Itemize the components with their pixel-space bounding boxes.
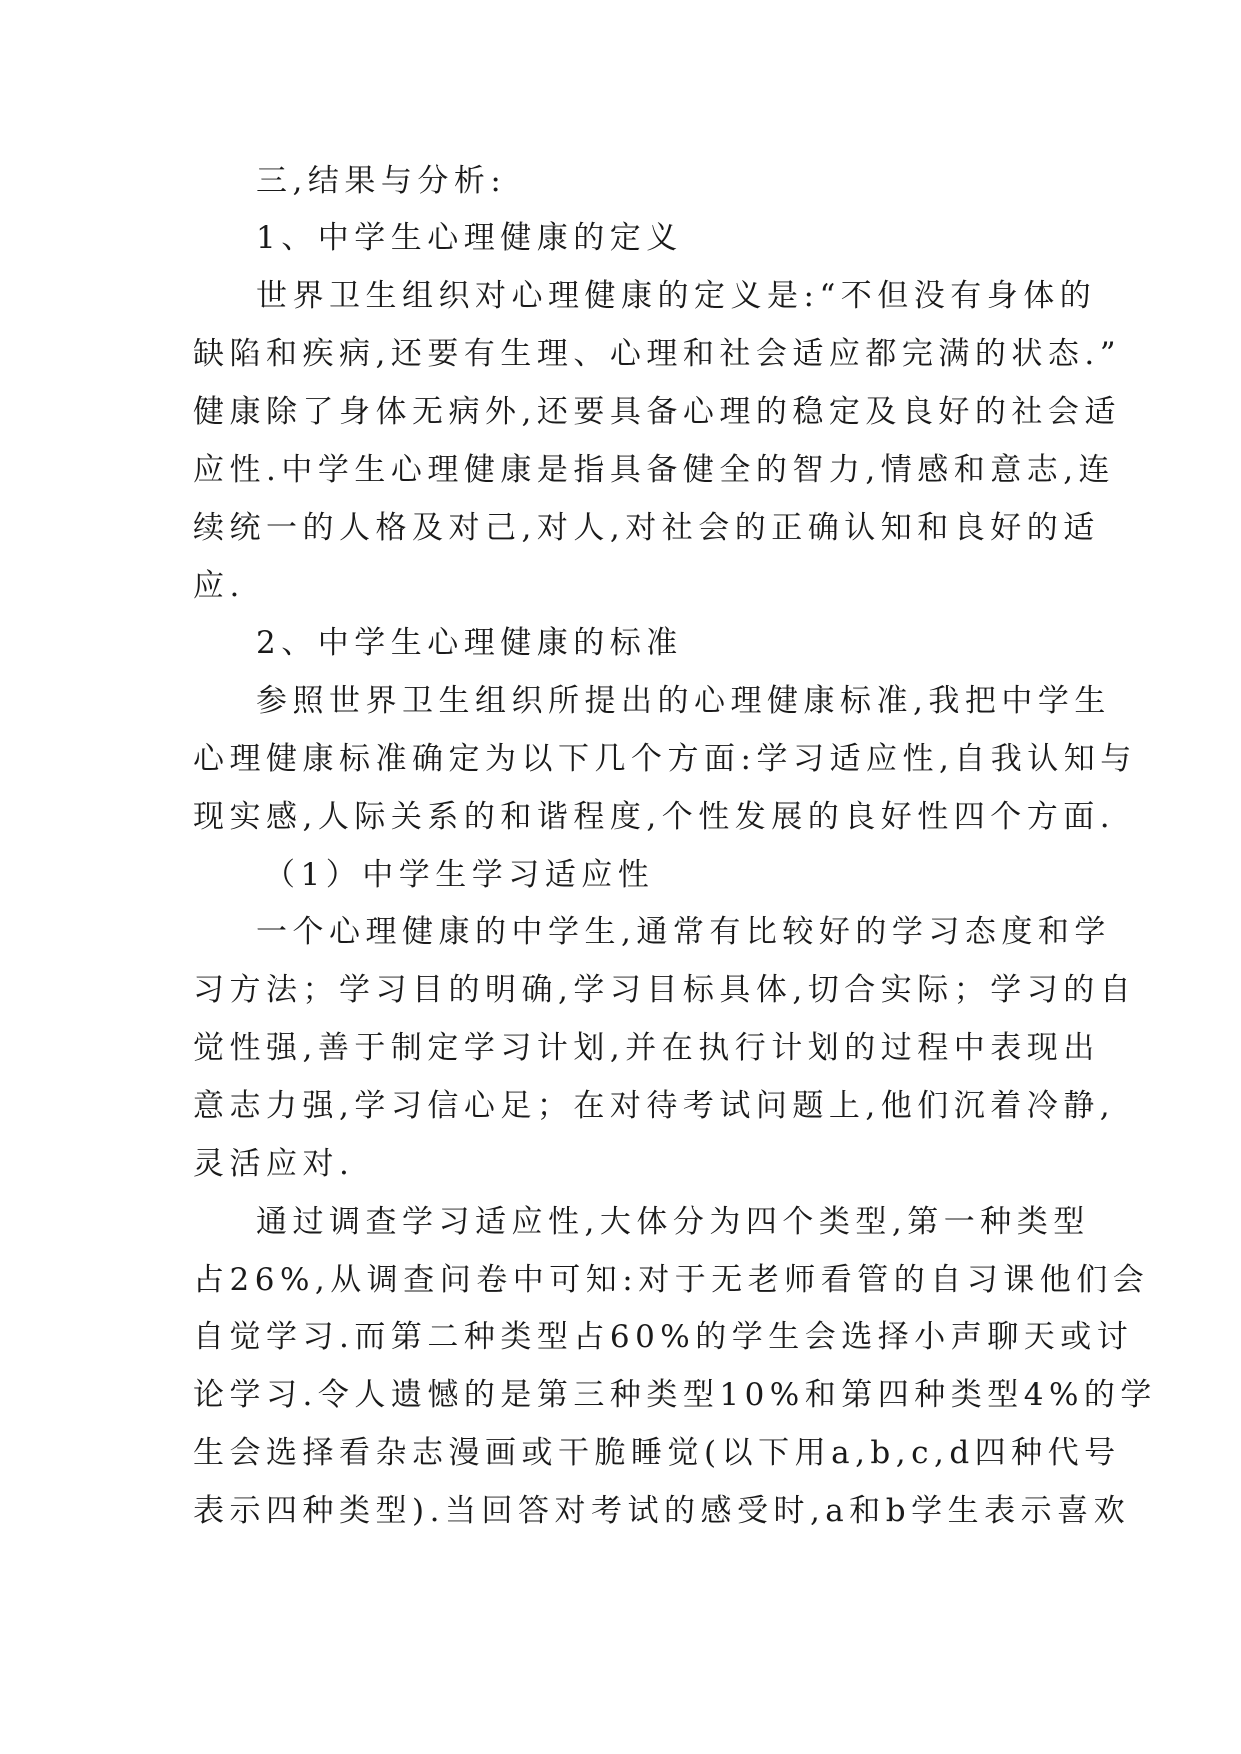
paragraph-line: 生会选择看杂志漫画或干脆睡觉(以下用a,b,c,d四种代号 (193, 1435, 1121, 1471)
subsection-heading: 2、中学生心理健康的标准 (256, 625, 683, 661)
paragraph-line: 现实感,人际关系的和谐程度,个性发展的良好性四个方面. (193, 799, 1116, 835)
subsection-heading: （1）中学生学习适应性 (264, 857, 655, 893)
section-heading: 三,结果与分析: (256, 163, 507, 199)
paragraph-line: 参照世界卫生组织所提出的心理健康标准,我把中学生 (256, 683, 1111, 719)
paragraph-line: 通过调查学习适应性,大体分为四个类型,第一种类型 (256, 1204, 1090, 1240)
paragraph-line: 觉性强,善于制定学习计划,并在执行计划的过程中表现出 (193, 1030, 1100, 1066)
subsection-heading: 1、中学生心理健康的定义 (256, 220, 683, 256)
paragraph-line: 续统一的人格及对己,对人,对社会的正确认知和良好的适 (193, 510, 1100, 546)
paragraph-line: 意志力强,学习信心足；在对待考试问题上,他们沉着冷静, (193, 1088, 1116, 1124)
paragraph-line: 世界卫生组织对心理健康的定义是:“不但没有身体的 (256, 278, 1097, 314)
paragraph-line: 习方法；学习目的明确,学习目标具体,切合实际；学习的自 (193, 972, 1137, 1008)
paragraph-line: 占26%,从调查问卷中可知:对于无老师看管的自习课他们会 (193, 1262, 1150, 1298)
paragraph-line: 论学习.令人遗憾的是第三种类型10%和第四种类型4%的学 (193, 1377, 1157, 1413)
paragraph-line: 自觉学习.而第二种类型占60%的学生会选择小声聊天或讨 (193, 1319, 1134, 1355)
paragraph-line: 应. (193, 568, 245, 604)
paragraph-line: 一个心理健康的中学生,通常有比较好的学习态度和学 (256, 914, 1111, 950)
paragraph-line: 缺陷和疾病,还要有生理、心理和社会适应都完满的状态.” (193, 336, 1122, 372)
paragraph-line: 灵活应对. (193, 1146, 355, 1182)
paragraph-line: 心理健康标准确定为以下几个方面:学习适应性,自我认知与 (193, 741, 1137, 777)
paragraph-line: 健康除了身体无病外,还要具备心理的稳定及良好的社会适 (193, 394, 1121, 430)
paragraph-line: 表示四种类型).当回答对考试的感受时,a和b学生表示喜欢 (193, 1493, 1131, 1529)
paragraph-line: 应性.中学生心理健康是指具备健全的智力,情感和意志,连 (193, 452, 1116, 488)
